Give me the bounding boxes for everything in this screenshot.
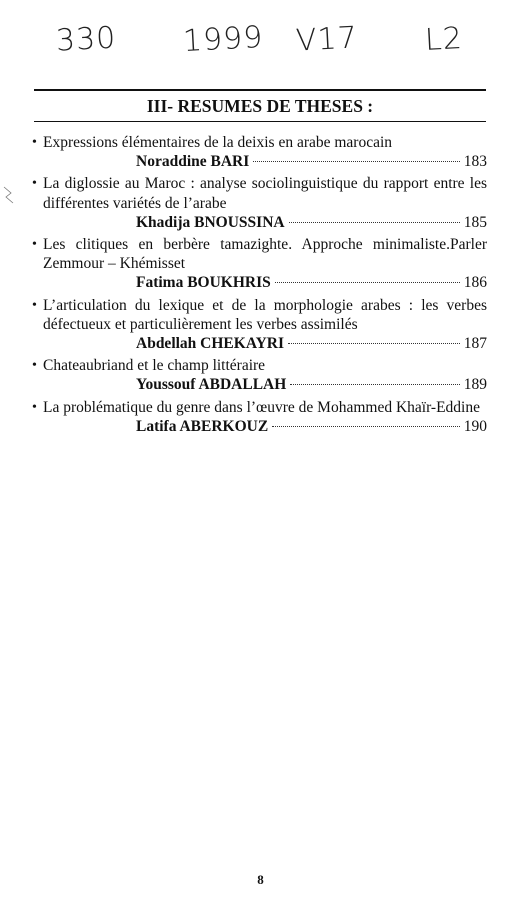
handwritten-note-1: 330 [55,20,118,59]
thesis-page-number: 186 [463,274,487,292]
thesis-page-number: 187 [463,335,487,353]
section-top-rule [34,89,486,91]
thesis-title: • La diglossie au Maroc : analyse sociolinguistique du rapport entre les différentes variétés de l’arabe [32,174,487,212]
list-item [32,296,487,354]
thesis-title: • Expressions élémentaires de la deixis en arabe marocain [32,133,487,152]
dot-leader [272,426,460,427]
thesis-author: Latifa ABERKOUZ [136,417,269,435]
section-bottom-rule [34,121,486,122]
thesis-list [32,133,487,439]
handwritten-annotations [0,19,521,72]
thesis-author: Abdellah CHEKAYRI [136,335,285,353]
thesis-author: Fatima BOUKHRIS [136,274,271,292]
dot-leader [275,282,460,283]
thesis-page-number: 183 [463,153,487,171]
thesis-page-number: 190 [463,417,487,435]
thesis-author: Youssouf ABDALLAH [136,376,287,394]
list-item [32,133,487,171]
dot-leader [288,343,460,344]
toc-line [136,273,487,292]
toc-line [136,152,487,171]
toc-line [136,334,487,353]
toc-line [136,213,487,232]
page-number: 8 [257,872,264,887]
handwritten-note-3: V17 [295,20,359,59]
thesis-author: Khadija BNOUSSINA [136,213,285,231]
dot-leader [253,161,459,162]
list-item [32,174,487,232]
list-item [32,235,487,293]
handwritten-note-2: 1999 [182,19,265,60]
dot-leader [289,222,460,223]
thesis-page-number: 185 [463,213,487,231]
thesis-author: Noraddine BARI [136,153,250,171]
thesis-page-number: 189 [463,376,487,394]
dot-leader [290,384,459,385]
list-item [32,398,487,436]
margin-pen-mark [2,185,16,205]
thesis-title: • L’articulation du lexique et de la morphologie arabes : les verbes défectueux et particulièrement les verbes assimilés [32,296,487,334]
thesis-title: • Chateaubriand et le champ littéraire [32,356,487,375]
handwritten-note-4: L2 [424,21,464,58]
toc-line [136,375,487,394]
toc-line [136,417,487,436]
list-item [32,356,487,394]
section-title: III- RESUMES DE THESES : [146,96,374,116]
thesis-title: • La problématique du genre dans l’œuvre de Mohammed Khaïr-Eddine [32,398,487,417]
thesis-title: • Les clitiques en berbère tamazighte. Approche minimaliste.Parler Zemmour – Khémisset [32,235,487,273]
